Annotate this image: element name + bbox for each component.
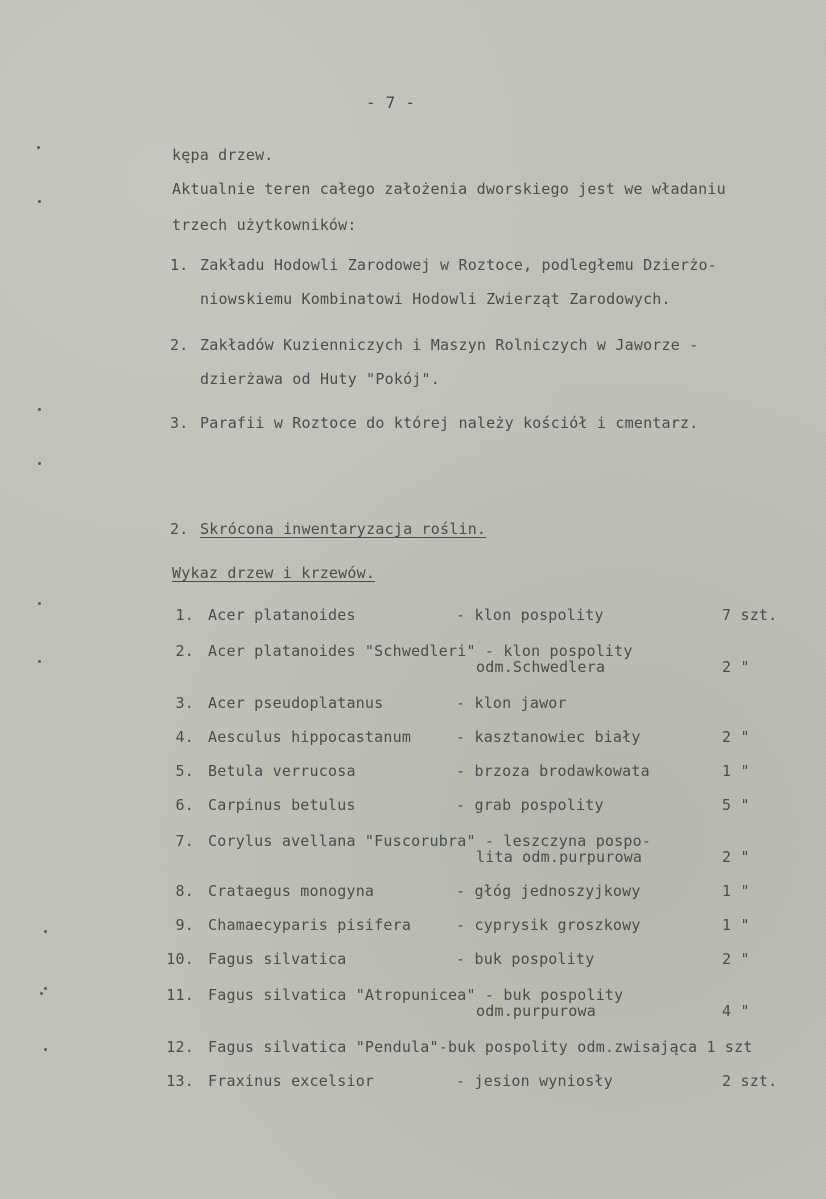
table-row — [0, 1038, 826, 1076]
plant-quantity: 5 " — [722, 796, 750, 814]
plant-number: 3. — [175, 694, 194, 712]
plant-latin-name: Fagus silvatica — [208, 950, 347, 968]
table-row — [0, 986, 826, 1024]
plant-latin-name: Aesculus hippocastanum — [208, 728, 412, 746]
plant-quantity: 2 " — [722, 728, 750, 746]
table-row — [0, 642, 826, 680]
plant-polish-name: - klon jawor — [456, 694, 567, 712]
plant-quantity: 4 " — [722, 1002, 750, 1020]
table-row — [0, 762, 826, 800]
plant-polish-name: - głóg jednoszyjkowy — [456, 882, 641, 900]
paragraph-line: kępa drzew. — [172, 146, 274, 164]
plant-number: 4. — [175, 728, 194, 746]
plant-number: 5. — [175, 762, 194, 780]
margin-dot — [38, 462, 41, 465]
margin-dot — [38, 408, 41, 411]
plant-variety-line: odm.Schwedlera — [476, 658, 606, 676]
plant-latin-name: Corylus avellana "Fuscorubra" - leszczyna pospo- — [208, 832, 652, 850]
plant-polish-name: - grab pospolity — [456, 796, 604, 814]
plant-latin-name: Acer pseudoplatanus — [208, 694, 384, 712]
plant-number: 11. — [166, 986, 194, 1004]
plant-number: 8. — [175, 882, 194, 900]
list-item-line: Zakładu Hodowli Zarodowej w Roztoce, podległemu Dzierżo- — [200, 256, 717, 274]
plant-variety-line: odm.purpurowa — [476, 1002, 596, 1020]
plant-number: 13. — [166, 1072, 194, 1090]
table-row — [0, 916, 826, 954]
table-row — [0, 728, 826, 766]
plant-polish-name: - jesion wyniosły — [456, 1072, 613, 1090]
plant-latin-name: Acer platanoides "Schwedleri" - klon pospolity — [208, 642, 633, 660]
table-row — [0, 832, 826, 870]
plant-number: 10. — [166, 950, 194, 968]
table-row — [0, 882, 826, 920]
plant-number: 9. — [175, 916, 194, 934]
plant-polish-name: - klon pospolity — [456, 606, 604, 624]
list-item-line: Parafii w Roztoce do której należy kościół i cmentarz. — [200, 414, 699, 432]
plant-polish-name: - buk pospolity — [456, 950, 595, 968]
list-number: 2. — [170, 336, 189, 354]
margin-dot — [38, 602, 41, 605]
table-row — [0, 950, 826, 988]
plant-quantity: 2 " — [722, 658, 750, 676]
section-subheading: Wykaz drzew i krzewów. — [172, 564, 376, 582]
plant-latin-name: Fraxinus excelsior — [208, 1072, 375, 1090]
plant-number: 6. — [175, 796, 194, 814]
plant-quantity: 7 szt. — [722, 606, 778, 624]
paragraph-line: Aktualnie teren całego założenia dworskiego jest we władaniu — [172, 180, 726, 198]
plant-quantity: 2 szt. — [722, 1072, 778, 1090]
plant-latin-name: Crataegus monogyna — [208, 882, 375, 900]
plant-number: 7. — [175, 832, 194, 850]
margin-dot — [37, 146, 40, 149]
plant-quantity: 1 " — [722, 882, 750, 900]
page-number: - 7 - — [366, 93, 416, 112]
plant-latin-name: Acer platanoides — [208, 606, 356, 624]
plant-latin-name: Betula verrucosa — [208, 762, 356, 780]
plant-quantity: 2 " — [722, 950, 750, 968]
plant-latin-name: Carpinus betulus — [208, 796, 356, 814]
table-row — [0, 606, 826, 644]
table-row — [0, 796, 826, 834]
plant-variety-line: lita odm.purpurowa — [476, 848, 643, 866]
table-row — [0, 1072, 826, 1110]
plant-polish-name: - kasztanowiec biały — [456, 728, 641, 746]
paragraph-line: trzech użytkowników: — [172, 216, 357, 234]
plant-polish-name: - brzoza brodawkowata — [456, 762, 650, 780]
list-number: 1. — [170, 256, 189, 274]
list-item-line: niowskiemu Kombinatowi Hodowli Zwierząt Zarodowych. — [200, 290, 671, 308]
plant-quantity: 1 " — [722, 762, 750, 780]
list-number: 3. — [170, 414, 189, 432]
plant-latin-name: Chamaecyparis pisifera — [208, 916, 412, 934]
plant-latin-name: Fagus silvatica "Atropunicea" - buk pospolity — [208, 986, 624, 1004]
list-item-line: Zakładów Kuzienniczych i Maszyn Rolniczych w Jaworze - — [200, 336, 699, 354]
plant-number: 2. — [175, 642, 194, 660]
table-row — [0, 694, 826, 732]
section-number: 2. — [170, 520, 189, 538]
plant-polish-name: - cyprysik groszkowy — [456, 916, 641, 934]
margin-dot — [38, 200, 41, 203]
section-heading: Skrócona inwentaryzacja roślin. — [200, 520, 487, 538]
plant-quantity: 2 " — [722, 848, 750, 866]
plant-latin-name: Fagus silvatica "Pendula"-buk pospolity odm.zwisająca 1 szt — [208, 1038, 753, 1056]
list-item-line: dzierżawa od Huty "Pokój". — [200, 370, 440, 388]
plant-quantity: 1 " — [722, 916, 750, 934]
plant-number: 12. — [166, 1038, 194, 1056]
plant-number: 1. — [175, 606, 194, 624]
